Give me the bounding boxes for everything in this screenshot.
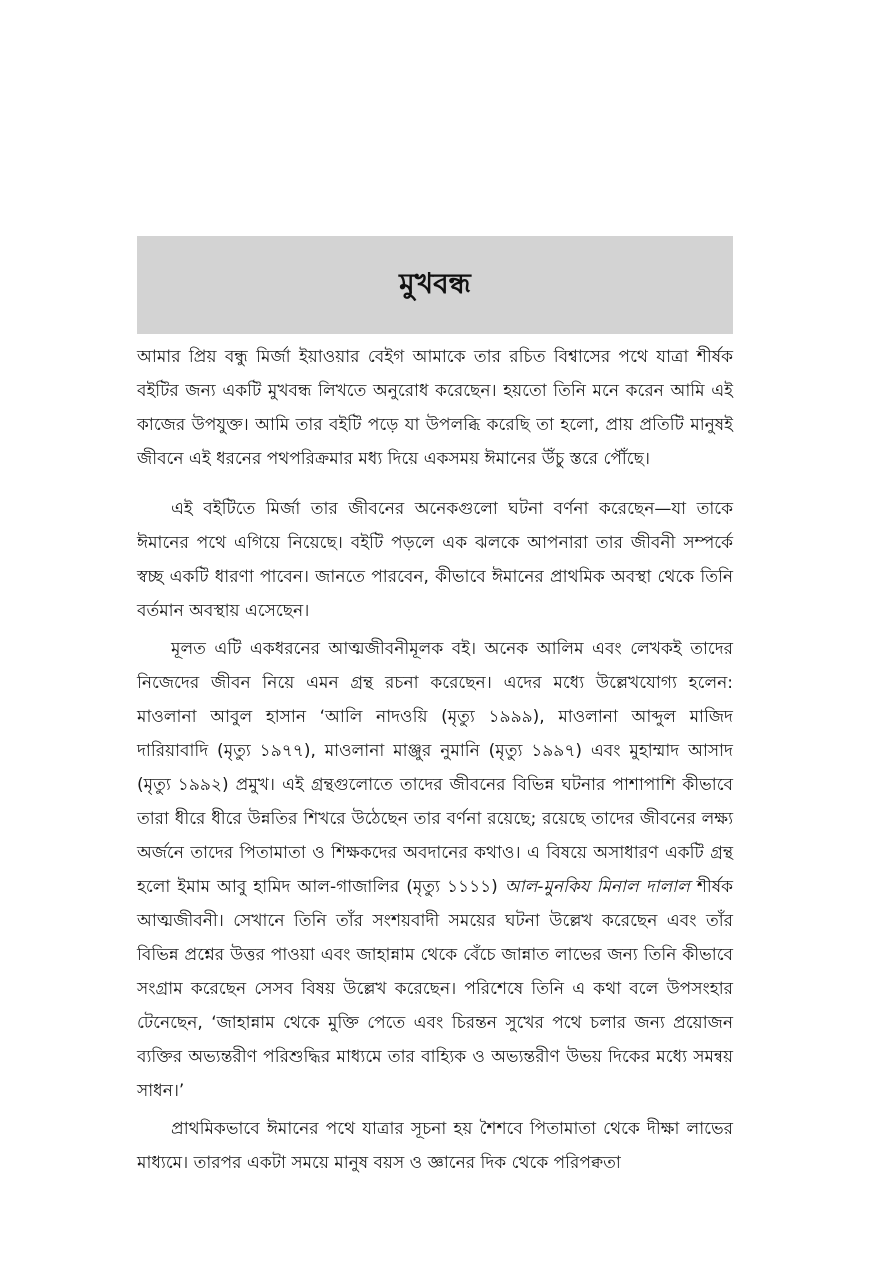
paragraph-3 xyxy=(137,632,733,1108)
paragraph-3-text-after: শীর্ষক আত্মজীবনী। সেখানে তিনি তাঁর সংশয়বাদী সময়ের ঘটনা উল্লেখ করেছেন এবং তাঁর বিভিন্ন প্রশ্নের উত্তর পাওয়া এবং জাহান্নাম থেকে বেঁচে জান্নাত লাভের জন্য তিনি কীভাবে সংগ্রাম করেছেন সেসব বিষয় উল্লেখ করেছেন। পরিশেষে তিনি এ কথা বলে উপসংহার টেনেছেন, ‘জাহান্নাম থেকে মুক্তি পেতে এবং চিরন্তন সুখের পথে চলার জন্য প্রয়োজন ব্যক্তির অভ্যন্তরীণ পরিশুদ্ধির মাধ্যমে তার বাহ্যিক ও অভ্যন্তরীণ উভয় দিকের মধ্যে সমন্বয় সাধন।’ xyxy=(137,877,734,1101)
paragraph-4: প্রাথমিকভাবে ঈমানের পথে যাত্রার সূচনা হয় শৈশবে পিতামাতা থেকে দীক্ষা লাভের মাধ্যমে। তারপর একটা সময়ে মানুষ বয়স ও জ্ঞানের দিক থেকে পরিপক্বতা xyxy=(137,1119,733,1173)
chapter-title: মুখবন্ধ xyxy=(399,266,471,300)
paragraph-2: এই বইটিতে মির্জা তার জীবনের অনেকগুলো ঘটনা বর্ণনা করেছেন—যা তাকে ঈমানের পথে এগিয়ে নিয়েছে। বইটি পড়লে এক ঝলকে আপনারা তার জীবনী সম্পর্কে স্বচ্ছ একটি ধারণা পাবেন। জানতে পারবেন, কীভাবে ঈমানের প্রাথমিক অবস্থা থেকে তিনি বর্তমান অবস্থায় এসেছেন। xyxy=(137,499,733,621)
body-text xyxy=(137,340,733,1180)
book-title-italic: আল-মুনকিয মিনাল দালাল xyxy=(504,877,690,897)
chapter-title-band xyxy=(137,236,733,334)
paragraph-3-text-before: মূলত এটি একধরনের আত্মজীবনীমূলক বই। অনেক আলিম এবং লেখকই তাদের নিজেদের জীবন নিয়ে এমন গ্রন্থ রচনা করেছেন। এদের মধ্যে উল্লেখযোগ্য হলেন: মাওলানা আবুল হাসান ‘আলি নাদওয়ি (মৃত্যু ১৯৯৯), মাওলানা আব্দুল মাজিদ দারিয়াবাদি (মৃত্যু ১৯৭৭), মাওলানা মাঞ্জুর নুমানি (মৃত্যু ১৯৯৭) এবং মুহাম্মাদ আসাদ (মৃত্যু ১৯৯২) প্রমুখ। এই গ্রন্থগুলোতে তাদের জীবনের বিভিন্ন ঘটনার পাশাপাশি কীভাবে তারা ধীরে ধীরে উন্নতির শিখরে উঠেছেন তার বর্ণনা রয়েছে; রয়েছে তাদের জীবনের লক্ষ্য অর্জনে তাদের পিতামাতা ও শিক্ষকদের অবদানের কথাও। এ বিষয়ে অসাধারণ একটি গ্রন্থ হলো ইমাম আবু হামিদ আল-গাজালির (মৃত্যু ১১১১) xyxy=(137,639,733,897)
paragraph-1: আমার প্রিয় বন্ধু মির্জা ইয়াওয়ার বেইগ আমাকে তার রচিত বিশ্বাসের পথে যাত্রা শীর্ষক বইটির জন্য একটি মুখবন্ধ লিখতে অনুরোধ করেছেন। হয়তো তিনি মনে করেন আমি এই কাজের উপযুক্ত। আমি তার বইটি পড়ে যা উপলব্ধি করেছি তা হলো, প্রায় প্রতিটি মানুষই জীবনে এই ধরনের পথপরিক্রমার মধ্য দিয়ে একসময় ঈমানের উঁচু স্তরে পৌঁছে। xyxy=(137,347,733,469)
